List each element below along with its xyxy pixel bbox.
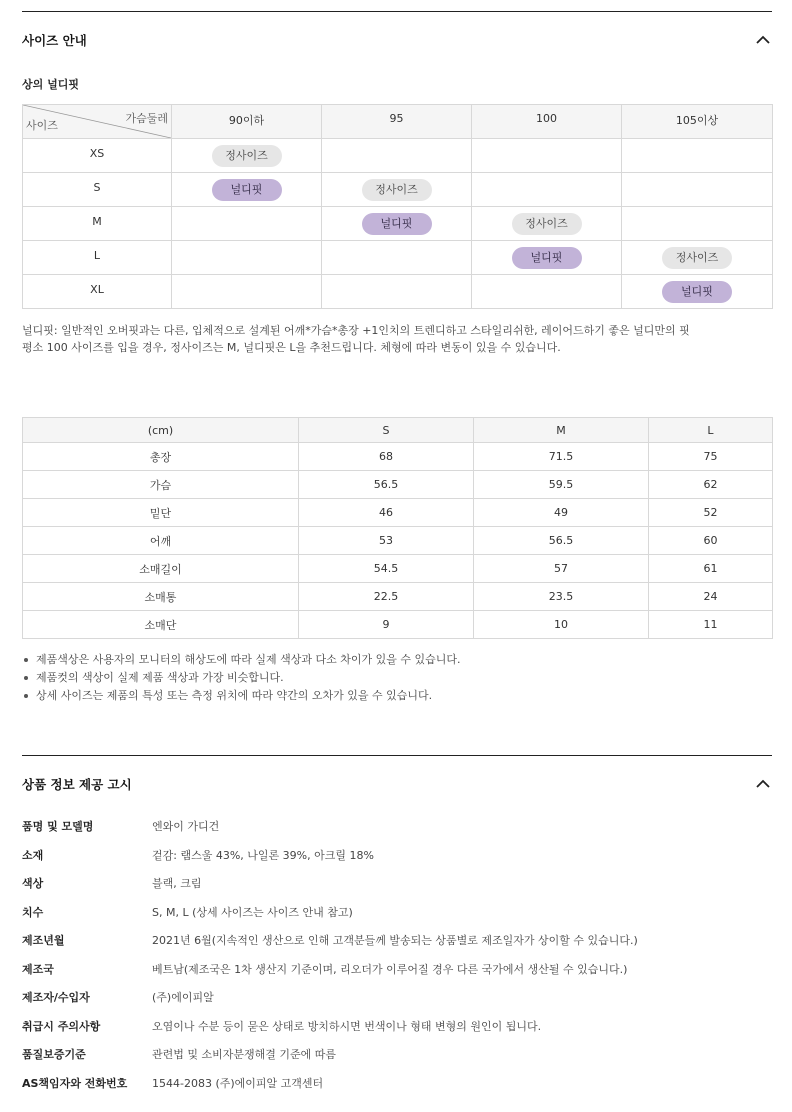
- product-info-row: [22, 983, 772, 1012]
- product-info-value: 엔와이 가디건: [152, 820, 220, 834]
- chevron-up-icon[interactable]: [754, 31, 772, 49]
- fit-cell: [622, 139, 773, 173]
- measurement-label: 소매길이: [23, 555, 299, 583]
- product-info-label: 제조년월: [22, 934, 65, 948]
- fit-size-label: L: [23, 241, 172, 275]
- product-info-label: 치수: [22, 905, 44, 919]
- chevron-up-icon[interactable]: [754, 775, 772, 793]
- measurement-row: [23, 527, 773, 555]
- fit-table-title: 상의 널디핏: [22, 78, 79, 91]
- fit-cell: [472, 275, 622, 309]
- fit-cell: [472, 207, 622, 241]
- measurement-value: 22.5: [299, 583, 474, 611]
- regular-size-badge: 정사이즈: [512, 213, 582, 235]
- loose-fit-badge: 널디핏: [362, 213, 432, 235]
- notice-list: [22, 651, 772, 705]
- product-info-label: 제조국: [22, 962, 54, 976]
- measurement-value: 68: [299, 443, 474, 471]
- measurement-row: [23, 471, 773, 499]
- fit-cell: [622, 241, 773, 275]
- measurement-value: 57: [474, 555, 649, 583]
- fit-cell: [322, 241, 472, 275]
- fit-col-header: 90이하: [172, 105, 322, 139]
- fit-size-label: XS: [23, 139, 172, 173]
- fit-cell: [472, 139, 622, 173]
- measurement-value: 59.5: [474, 471, 649, 499]
- fit-size-label: XL: [23, 275, 172, 309]
- fit-table-row: [23, 207, 773, 241]
- product-info-label: 소재: [22, 848, 44, 862]
- product-info-label: 취급시 주의사항: [22, 1019, 101, 1033]
- fit-table-corner: [23, 105, 172, 139]
- fit-cell: [322, 207, 472, 241]
- fit-table: [22, 104, 773, 309]
- measurement-row: [23, 499, 773, 527]
- fit-size-label: S: [23, 173, 172, 207]
- fit-note-line: 평소 100 사이즈를 입을 경우, 정사이즈는 M, 널디핏은 L을 추천드립니다. 체형에 따라 변동이 있을 수 있습니다.: [22, 341, 561, 354]
- product-info-value: 블랙, 크림: [152, 877, 202, 891]
- measurement-table: [22, 417, 773, 639]
- fit-cell: [172, 207, 322, 241]
- fit-col-header: 95: [322, 105, 472, 139]
- product-info-value: 오염이나 수분 등이 묻은 상태로 방치하시면 번색이나 형태 변형의 원인이 됩니다.: [152, 1019, 542, 1033]
- product-info-value: 관련법 및 소비자분쟁해결 기준에 따름: [152, 1048, 337, 1062]
- fit-col-header: 100: [472, 105, 622, 139]
- loose-fit-badge: 널디핏: [512, 247, 582, 269]
- measurement-row: [23, 611, 773, 639]
- measurement-value: 60: [649, 527, 773, 555]
- product-info-value: 겉감: 램스울 43%, 나일론 39%, 아크릴 18%: [152, 848, 374, 862]
- measurement-label: 소매통: [23, 583, 299, 611]
- fit-size-label: M: [23, 207, 172, 241]
- measurement-col-header: L: [649, 418, 773, 443]
- fit-cell: [172, 275, 322, 309]
- measurement-value: 10: [474, 611, 649, 639]
- product-info-label: 품명 및 모델명: [22, 820, 94, 834]
- regular-size-badge: 정사이즈: [362, 179, 432, 201]
- measurement-value: 24: [649, 583, 773, 611]
- measurement-value: 54.5: [299, 555, 474, 583]
- fit-col-header: 105이상: [622, 105, 773, 139]
- measurement-header-row: [23, 418, 773, 443]
- measurement-value: 56.5: [299, 471, 474, 499]
- product-info-list: [22, 812, 772, 1097]
- fit-cell: [172, 139, 322, 173]
- measurement-value: 11: [649, 611, 773, 639]
- product-info-label: AS책임자와 전화번호: [22, 1076, 128, 1090]
- fit-note: [22, 322, 772, 356]
- product-info-label: 색상: [22, 877, 44, 891]
- loose-fit-badge: 널디핏: [212, 179, 282, 201]
- measurement-row: [23, 583, 773, 611]
- product-info-row: [22, 1069, 772, 1098]
- fit-cell: [622, 207, 773, 241]
- fit-table-row: [23, 275, 773, 309]
- product-info-row: [22, 898, 772, 927]
- product-info-value: 베트남(제조국은 1차 생산지 기준이며, 리오더가 이루어질 경우 다른 국가에서 생산될 수 있습니다.): [152, 962, 628, 976]
- product-info-value: S, M, L (상세 사이즈는 사이즈 안내 참고): [152, 905, 353, 919]
- product-info-row: [22, 926, 772, 955]
- product-info-value: (주)에이피알: [152, 991, 214, 1005]
- measurement-value: 9: [299, 611, 474, 639]
- product-info-row: [22, 812, 772, 841]
- measurement-label: 총장: [23, 443, 299, 471]
- product-info-value: 2021년 6월(지속적인 생산으로 인해 고객분들께 발송되는 상품별로 제조일자가 상이할 수 있습니다.): [152, 934, 638, 948]
- product-info-label: 제조자/수입자: [22, 991, 90, 1005]
- product-info-value: 1544-2083 (주)에이피알 고객센터: [152, 1076, 324, 1090]
- product-info-row: [22, 955, 772, 984]
- fit-table-header-row: [23, 105, 773, 139]
- fit-table-row: [23, 139, 773, 173]
- measurement-value: 62: [649, 471, 773, 499]
- fit-cell: [172, 241, 322, 275]
- measurement-value: 71.5: [474, 443, 649, 471]
- notice-item: 상세 사이즈는 제품의 특성 또는 측정 위치에 따라 약간의 오차가 있을 수 있습니다.: [22, 687, 772, 705]
- product-info-row: [22, 869, 772, 898]
- fit-cell: [322, 275, 472, 309]
- fit-table-row: [23, 173, 773, 207]
- regular-size-badge: 정사이즈: [662, 247, 732, 269]
- size-guide-header[interactable]: [22, 11, 772, 67]
- product-info-row: [22, 1012, 772, 1041]
- corner-label-size: 사이즈: [26, 119, 58, 132]
- measurement-col-header: M: [474, 418, 649, 443]
- measurement-col-header: (cm): [23, 418, 299, 443]
- fit-cell: [622, 173, 773, 207]
- fit-cell: [322, 139, 472, 173]
- fit-cell: [172, 173, 322, 207]
- measurement-row: [23, 443, 773, 471]
- measurement-value: 23.5: [474, 583, 649, 611]
- size-guide-title: 사이즈 안내: [22, 32, 87, 48]
- notice-item: 제품색상은 사용자의 모니터의 해상도에 따라 실제 색상과 다소 차이가 있을 수 있습니다.: [22, 651, 772, 669]
- measurement-value: 75: [649, 443, 773, 471]
- product-info-header[interactable]: [22, 755, 772, 811]
- measurement-value: 53: [299, 527, 474, 555]
- measurement-value: 56.5: [474, 527, 649, 555]
- product-info-title: 상품 정보 제공 고시: [22, 776, 132, 792]
- fit-note-line: 널디핏: 일반적인 오버핏과는 다른, 입체적으로 설계된 어깨*가슴*총장 +1인치의 트렌디하고 스타일리쉬한, 레이어드하기 좋은 널디만의 핏: [22, 324, 690, 337]
- loose-fit-badge: 널디핏: [662, 281, 732, 303]
- measurement-value: 46: [299, 499, 474, 527]
- measurement-label: 어깨: [23, 527, 299, 555]
- measurement-label: 밑단: [23, 499, 299, 527]
- fit-cell: [622, 275, 773, 309]
- product-info-label: 품질보증기준: [22, 1048, 86, 1062]
- fit-table-row: [23, 241, 773, 275]
- product-info-row: [22, 1040, 772, 1069]
- measurement-value: 52: [649, 499, 773, 527]
- measurement-col-header: S: [299, 418, 474, 443]
- measurement-label: 가슴: [23, 471, 299, 499]
- measurement-row: [23, 555, 773, 583]
- measurement-value: 61: [649, 555, 773, 583]
- regular-size-badge: 정사이즈: [212, 145, 282, 167]
- fit-cell: [322, 173, 472, 207]
- notice-item: 제품컷의 색상이 실제 제품 색상과 가장 비슷합니다.: [22, 669, 772, 687]
- product-info-row: [22, 841, 772, 870]
- corner-label-chest: 가슴둘레: [125, 112, 168, 125]
- measurement-value: 49: [474, 499, 649, 527]
- fit-cell: [472, 241, 622, 275]
- measurement-label: 소매단: [23, 611, 299, 639]
- fit-cell: [472, 173, 622, 207]
